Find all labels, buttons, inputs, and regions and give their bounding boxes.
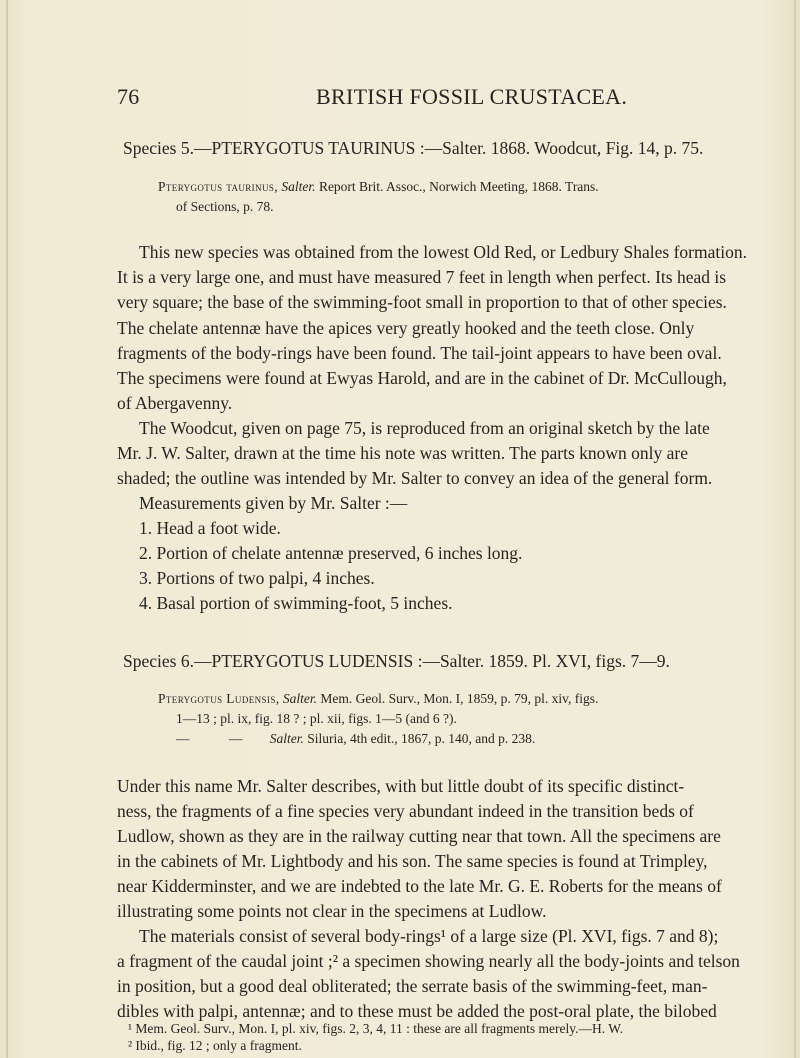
paragraph-line: The chelate antennæ have the apices very greatly hooked and the teeth close. Only	[117, 318, 695, 338]
species-6-synonymy-line-1	[158, 691, 598, 707]
species-6-heading: Species 6.—PTERYGOTUS LUDENSIS :—Salter. 1859. Pl. XVI, figs. 7—9.	[123, 651, 670, 671]
paragraph-line: in the cabinets of Mr. Lightbody and his son. The same species is found at Trimpley,	[117, 851, 708, 871]
paragraph-line: in position, but a good deal obliterated; the serrate basis of the swimming-feet, man-	[117, 976, 708, 996]
synonymy-name: Pterygotus Ludensis,	[158, 691, 280, 706]
paragraph-line: The specimens were found at Ewyas Harold, and are in the cabinet of Dr. McCullough,	[117, 368, 727, 388]
species-5-synonymy-line-2: of Sections, p. 78.	[176, 199, 274, 214]
paragraph-line: illustrating some points not clear in the specimens at Ludlow.	[117, 901, 547, 921]
footnote-2: ² Ibid., fig. 12 ; only a fragment.	[128, 1038, 302, 1053]
synonymy-reference: Report Brit. Assoc., Norwich Meeting, 1868. Trans.	[315, 179, 599, 194]
page-number: 76	[117, 84, 140, 109]
synonymy-name: Pterygotus taurinus,	[158, 179, 279, 194]
synonymy-author: Salter.	[269, 731, 304, 746]
paragraph-line: very square; the base of the swimming-foot small in proportion to that of other species.	[117, 292, 727, 312]
page-edge-left	[6, 0, 8, 1058]
paragraph-line: shaded; the outline was intended by Mr. Salter to convey an idea of the general form.	[117, 468, 713, 488]
measurement-item: 3. Portions of two palpi, 4 inches.	[139, 568, 375, 588]
paragraph-line: Mr. J. W. Salter, drawn at the time his note was written. The parts known only are	[117, 443, 689, 463]
paragraph-line: of Abergavenny.	[117, 393, 233, 413]
species-5-heading: Species 5.—PTERYGOTUS TAURINUS :—Salter. 1868. Woodcut, Fig. 14, p. 75.	[123, 138, 704, 158]
measurement-item: 4. Basal portion of swimming-foot, 5 inches.	[139, 593, 453, 613]
paragraph-line: It is a very large one, and must have measured 7 feet in length when perfect. Its head is	[117, 267, 727, 287]
synonymy-author: Salter.	[281, 179, 316, 194]
paragraph-line: Under this name Mr. Salter describes, with but little doubt of its specific distinct-	[117, 776, 685, 796]
synonymy-author: Salter.	[282, 691, 318, 706]
paragraph-line: Ludlow, shown as they are in the railway cutting near that town. All the specimens are	[117, 826, 721, 846]
paragraph-line: The materials consist of several body-rings¹ of a large size (Pl. XVI, figs. 7 and 8);	[139, 926, 719, 946]
paragraph-line: The Woodcut, given on page 75, is reproduced from an original sketch by the late	[139, 418, 710, 438]
synonymy-dash: — —	[176, 731, 261, 746]
page-edge-right	[794, 0, 796, 1058]
paragraph-line: near Kidderminster, and we are indebted to the late Mr. G. E. Roberts for the means of	[117, 876, 722, 896]
species-6-synonymy-line-3	[176, 731, 535, 747]
paragraph-line: This new species was obtained from the lowest Old Red, or Ledbury Shales formation.	[139, 242, 747, 262]
paragraph-line: ness, the fragments of a fine species very abundant indeed in the transition beds of	[117, 801, 694, 821]
footnote-1: ¹ Mem. Geol. Surv., Mon. I, pl. xiv, figs. 2, 3, 4, 11 : these are all fragments merely.—H. W.	[128, 1021, 624, 1036]
species-6-synonymy-line-2: 1—13 ; pl. ix, fig. 18 ? ; pl. xii, figs. 1—5 (and 6 ?).	[176, 711, 457, 726]
paragraph-line: fragments of the body-rings have been found. The tail-joint appears to have been oval.	[117, 343, 722, 363]
synonymy-reference: Mem. Geol. Surv., Mon. I, 1859, p. 79, pl. xiv, figs.	[317, 691, 599, 706]
synonymy-reference: Siluria, 4th edit., 1867, p. 140, and p. 238.	[303, 731, 536, 746]
species-5-synonymy-line-1	[158, 179, 599, 195]
paragraph-line: Measurements given by Mr. Salter :—	[139, 493, 408, 513]
paragraph-line: a fragment of the caudal joint ;² a specimen showing nearly all the body-joints and telson	[117, 951, 740, 971]
paragraph-line: dibles with palpi, antennæ; and to these must be added the post-oral plate, the bilobed	[117, 1001, 717, 1021]
running-title: BRITISH FOSSIL CRUSTACEA.	[316, 84, 628, 109]
measurement-item: 1. Head a foot wide.	[139, 518, 281, 538]
measurement-item: 2. Portion of chelate antennæ preserved, 6 inches long.	[139, 543, 523, 563]
